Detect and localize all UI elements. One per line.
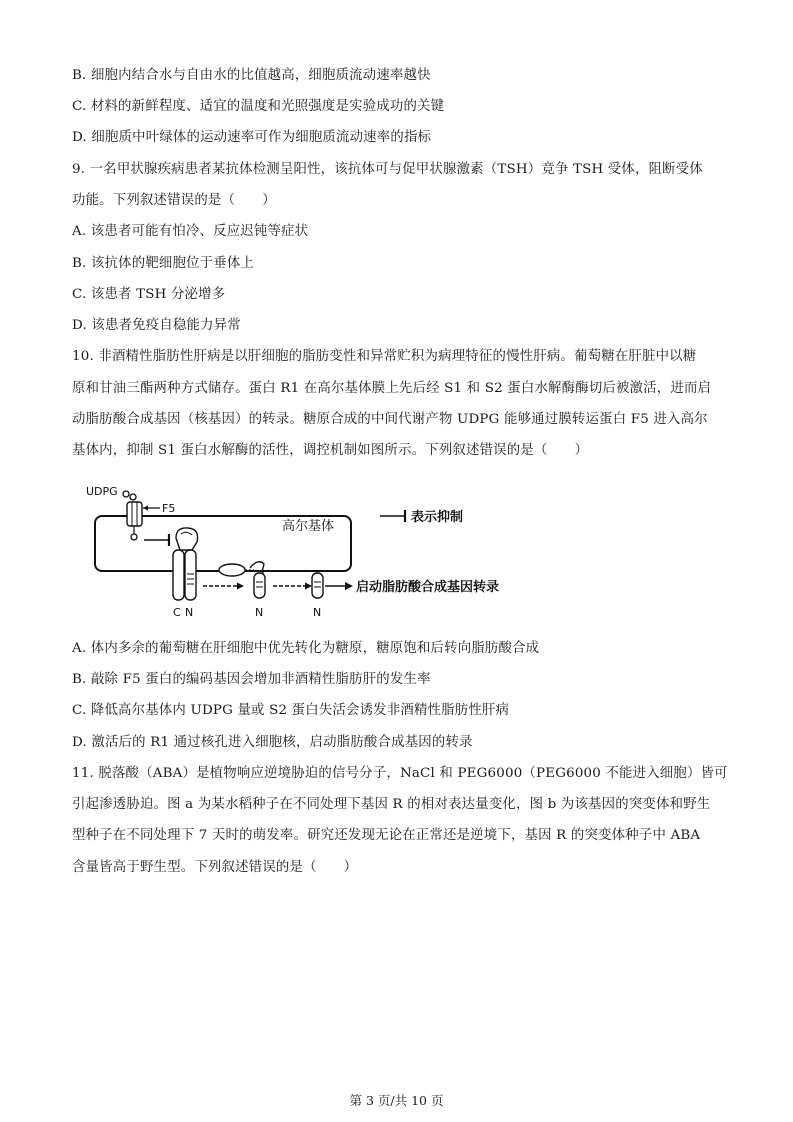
r1-protein-c	[173, 550, 184, 600]
text-line: B. 敲除 F5 蛋白的编码基因会增加非酒精性脂肪肝的发生率	[72, 672, 431, 687]
text-line: B. 细胞内结合水与自由水的比值越高，细胞质流动速率越快	[72, 68, 431, 83]
golgi-label: 高尔基体	[282, 519, 335, 534]
page-number: 第 3 页/共 10 页	[349, 1093, 444, 1108]
regulation-diagram	[80, 478, 540, 628]
text-line: A. 该患者可能有怕冷、反应迟钝等症状	[72, 224, 309, 239]
text-line: C. 材料的新鲜程度、适宜的温度和光照强度是实验成功的关键	[72, 99, 445, 114]
text-line: C. 该患者 TSH 分泌增多	[72, 287, 226, 302]
n-label: N	[255, 606, 264, 619]
text-line: 功能。下列叙述错误的是（ ）	[72, 193, 276, 208]
text-line: 动脂肪酸合成基因（核基因）的转录。糖原合成的中间代谢产物 UDPG 能够通过膜转运蛋白 F5 进入高尔	[72, 412, 708, 427]
text-line: D. 该患者免疫自稳能力异常	[72, 318, 241, 333]
r1-protein-n	[185, 550, 196, 600]
n-label: N	[185, 606, 194, 619]
r1-cleaved	[254, 573, 265, 598]
s2-protease	[219, 564, 245, 576]
text-line: 含量皆高于野生型。下列叙述错误的是（ ）	[72, 860, 358, 875]
text-line: D. 细胞质中叶绿体的运动速率可作为细胞质流动速率的指标	[72, 130, 432, 145]
text-line: 基体内，抑制 S1 蛋白水解酶的活性，调控机制如图所示。下列叙述错误的是（ ）	[72, 443, 589, 458]
text-line: 原和甘油三酯两种方式储存。蛋白 R1 在高尔基体膜上先后经 S1 和 S2 蛋白水解酶酶切后被激活，进而启	[72, 381, 712, 396]
s1-protease	[176, 528, 198, 550]
f5-transporter	[127, 502, 142, 526]
text-line: 9. 一名甲状腺疾病患者某抗体检测呈阳性，该抗体可与促甲状腺激素（TSH）竞争 TSH 受体，阻断受体	[72, 162, 703, 177]
transcription-label: 启动脂肪酸合成基因转录	[356, 580, 500, 595]
legend-label: 表示抑制	[411, 510, 464, 525]
text-line: 型种子在不同处理下 7 天时的萌发率。研究还发现无论在正常还是逆境下，基因 R 的突变体种子中 ABA	[72, 828, 701, 843]
udpg-molecule-inside	[131, 534, 137, 540]
c-label: C	[173, 606, 181, 619]
text-line: B. 该抗体的靶细胞位于垂体上	[72, 256, 255, 271]
text-line: A. 体内多余的葡萄糖在肝细胞中优先转化为糖原，糖原饱和后转向脂肪酸合成	[72, 641, 540, 656]
text-line: 10. 非酒精性脂肪性肝病是以肝细胞的脂肪变性和异常贮积为病理特征的慢性肝病。葡萄糖在肝脏中以糖	[72, 349, 697, 364]
text-line: C. 降低高尔基体内 UDPG 量或 S2 蛋白失活会诱发非酒精性脂肪性肝病	[72, 703, 510, 718]
f5-label: F5	[162, 502, 176, 515]
udpg-molecule	[123, 491, 129, 497]
text-line: 引起渗透胁迫。图 a 为某水稻种子在不同处理下基因 R 的相对表达量变化，图 b 为该基因的突变体和野生	[72, 797, 711, 812]
n-label: N	[313, 606, 322, 619]
r1-activated	[312, 573, 323, 598]
text-line: 11. 脱落酸（ABA）是植物响应逆境胁迫的信号分子，NaCl 和 PEG6000（PEG6000 不能进入细胞）皆可	[72, 766, 728, 781]
udpg-molecule	[130, 494, 136, 500]
text-line: D. 激活后的 R1 通过核孔进入细胞核，启动脂肪酸合成基因的转录	[72, 735, 473, 750]
udpg-label: UDPG	[86, 485, 118, 498]
